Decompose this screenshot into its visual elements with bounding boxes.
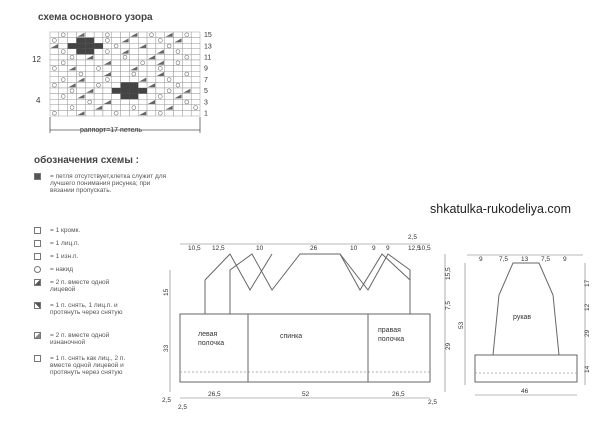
grid-cell: [50, 32, 59, 38]
sleeve-right-dim-1: 17: [584, 279, 591, 287]
grid-cell: [147, 38, 156, 44]
body-top-dim: 9: [386, 245, 390, 252]
chart-left-label-12: 12: [32, 55, 41, 64]
grid-cell: [129, 77, 138, 83]
legend-text: = 2 п. вместе одной изнаночной: [50, 332, 110, 346]
body-top-dim: 10,5: [188, 245, 201, 252]
grid-cell-dark: [85, 43, 94, 49]
grid-cell: [50, 71, 59, 77]
right-front-line2: полочка: [378, 336, 405, 343]
body-outline: [180, 254, 430, 382]
chart-right-label: 1: [204, 110, 208, 118]
grid-cell: [76, 82, 85, 88]
grid-cell: [76, 54, 85, 60]
grid-cell: [103, 88, 112, 94]
grid-cell: [129, 49, 138, 55]
grid-cell: [174, 43, 183, 49]
grid-cell: [85, 77, 94, 83]
grid-cell: [156, 43, 165, 49]
grid-cell: [112, 99, 121, 105]
grid-cell: [147, 105, 156, 111]
grid-cell: [59, 38, 68, 44]
grid-cell: [121, 43, 130, 49]
grid-cell-dark: [85, 49, 94, 55]
grid-cell: [138, 71, 147, 77]
grid-cell: [50, 77, 59, 83]
grid-cell-dark: [129, 82, 138, 88]
grid-cell: [94, 110, 103, 116]
grid-cell: [68, 77, 77, 83]
grid-cell: [76, 105, 85, 111]
sleeve-bottom-dim: 46: [521, 388, 529, 395]
body-right-dim-3: 29: [445, 342, 452, 350]
grid-cell: [94, 38, 103, 44]
grid-cell: [147, 66, 156, 72]
left-front-line1: левая: [198, 331, 218, 338]
left-front-label: [198, 331, 224, 347]
grid-cell: [112, 38, 121, 44]
legend-text: = 1 изн.п.: [50, 253, 79, 260]
grid-cell: [182, 60, 191, 66]
sleeve-top-dim: 7,5: [499, 256, 509, 263]
grid-cell: [94, 77, 103, 83]
chart-grid: [50, 32, 200, 116]
body-bottom-dim-3: 26,5: [392, 391, 405, 398]
grid-cell: [182, 110, 191, 116]
grid-cell: [182, 49, 191, 55]
sleeve-right-dim-4: 14: [584, 365, 591, 373]
chart-right-label: 9: [204, 65, 208, 73]
legend-text: = петля отсутствует,клетка служит для лучшего понимания рисунка; при вязании пропускать.: [50, 173, 167, 194]
body-top-dim: 10: [350, 245, 358, 252]
grid-cell: [85, 94, 94, 100]
legend-heading: обозначения схемы :: [34, 155, 139, 166]
grid-cell: [156, 77, 165, 83]
grid-cell-dark: [138, 88, 147, 94]
grid-cell: [121, 60, 130, 66]
sleeve-schematic: [455, 245, 595, 415]
grid-cell: [112, 54, 121, 60]
grid-cell: [147, 77, 156, 83]
grid-cell: [112, 32, 121, 38]
grid-cell: [156, 54, 165, 60]
grid-cell: [182, 43, 191, 49]
grid-cell: [94, 71, 103, 77]
grid-cell: [112, 82, 121, 88]
grid-cell: [85, 82, 94, 88]
grid-cell: [182, 38, 191, 44]
grid-cell: [191, 66, 200, 72]
chart-right-label: 13: [204, 43, 212, 51]
grid-cell: [68, 32, 77, 38]
body-left-dim-2: 33: [163, 344, 170, 352]
grid-cell: [68, 110, 77, 116]
grid-cell: [129, 54, 138, 60]
grid-cell: [59, 88, 68, 94]
grid-cell: [103, 105, 112, 111]
grid-cell: [121, 66, 130, 72]
grid-cell: [50, 99, 59, 105]
grid-cell: [76, 66, 85, 72]
legend-text: = 1 лиц.п.: [50, 240, 80, 247]
body-schematic: [160, 232, 455, 417]
chart-title: схема основного узора: [38, 12, 153, 23]
grid-cell: [191, 32, 200, 38]
grid-cell: [68, 60, 77, 66]
sleeve-top-dim: 7,5: [541, 256, 551, 263]
grid-cell: [85, 71, 94, 77]
grid-cell: [85, 105, 94, 111]
circle-icon: [34, 266, 41, 273]
grid-cell: [147, 88, 156, 94]
grid-cell: [147, 43, 156, 49]
grid-cell: [129, 38, 138, 44]
body-left-dim-1: 15: [163, 288, 170, 296]
grid-cell: [50, 105, 59, 111]
grid-cell: [191, 99, 200, 105]
body-left-dim-3: 2,5: [162, 397, 172, 404]
grid-cell: [138, 94, 147, 100]
grid-cell: [103, 94, 112, 100]
grid-cell: [112, 94, 121, 100]
grid-cell: [191, 94, 200, 100]
grid-cell: [68, 71, 77, 77]
grid-cell: [182, 105, 191, 111]
grid-cell: [191, 82, 200, 88]
legend-text: = 1 п. снять, 1 лиц.п. и протянуть через снятую: [50, 302, 123, 316]
grid-cell: [165, 60, 174, 66]
sleeve-left-dim: 53: [458, 321, 465, 329]
grid-cell: [165, 54, 174, 60]
grid-cell: [147, 60, 156, 66]
left-front-line2: полочка: [198, 340, 225, 347]
sleeve-top-dimensions: [479, 256, 567, 263]
legend-text: = 2 п. вместе одной лицевой: [50, 279, 110, 293]
grid-cell: [165, 99, 174, 105]
body-top-dimensions: [188, 245, 431, 252]
p2tog-icon: [34, 332, 41, 339]
grid-cell: [103, 110, 112, 116]
k2tog-icon: [34, 279, 41, 286]
grid-cell: [103, 54, 112, 60]
grid-cell: [112, 105, 121, 111]
grid-cell-dark: [94, 43, 103, 49]
grid-cell: [112, 49, 121, 55]
grid-cell: [147, 94, 156, 100]
grid-cell: [59, 66, 68, 72]
back-label: спинка: [280, 333, 303, 340]
grid-cell: [76, 60, 85, 66]
watermark: shkatulka-rukodeliya.com: [430, 202, 572, 216]
grid-cell: [174, 110, 183, 116]
grid-cell: [191, 71, 200, 77]
chart-right-label: 5: [204, 88, 208, 96]
grid-cell: [103, 43, 112, 49]
grid-cell: [121, 110, 130, 116]
pattern-chart: [28, 30, 228, 140]
grid-cell: [50, 88, 59, 94]
legend-text: = 1 п. снять как лиц., 2 п. вместе одной лицевой и протянуть через снятую: [50, 355, 126, 376]
grid-cell: [182, 94, 191, 100]
grid-cell-dark: [121, 88, 130, 94]
grid-cell: [165, 82, 174, 88]
grid-cell: [191, 38, 200, 44]
right-shoulder: [340, 254, 410, 314]
grid-cell: [121, 71, 130, 77]
grid-cell: [94, 49, 103, 55]
sleeve-right-dim-2: 12: [584, 303, 591, 311]
grid-cell: [103, 66, 112, 72]
grid-cell: [147, 71, 156, 77]
grid-cell: [76, 99, 85, 105]
grid-cell: [182, 82, 191, 88]
grid-cell: [59, 99, 68, 105]
grid-cell: [147, 110, 156, 116]
grid-cell: [68, 99, 77, 105]
grid-cell: [50, 49, 59, 55]
grid-cell: [191, 88, 200, 94]
grid-cell: [165, 66, 174, 72]
grid-cell: [174, 105, 183, 111]
legend-text: = 1 кромк.: [50, 227, 81, 234]
grid-cell: [94, 88, 103, 94]
body-bottom-dim-2: 52: [302, 391, 310, 398]
sleeve-top-dim: 9: [479, 256, 483, 263]
grid-cell: [121, 77, 130, 83]
grid-cell: [59, 43, 68, 49]
body-top-dim: 12,5: [212, 245, 225, 252]
grid-cell: [68, 49, 77, 55]
grid-cell-dark: [121, 94, 130, 100]
body-right-dim-2: 7,5: [445, 300, 452, 310]
grid-cell-dark: [129, 94, 138, 100]
grid-cell: [85, 32, 94, 38]
body-top-extra: 2,5: [408, 234, 418, 241]
repeat-label: раппорт=17 петель: [80, 127, 142, 134]
grid-cell: [94, 60, 103, 66]
sleeve-outline: [475, 263, 577, 382]
grid-cell: [156, 88, 165, 94]
grid-cell: [112, 77, 121, 83]
grid-cell: [59, 82, 68, 88]
body-top-dim: 10: [256, 245, 264, 252]
grid-cell-dark: [121, 82, 130, 88]
grid-cell: [59, 71, 68, 77]
chart-right-label: 15: [204, 32, 212, 40]
grid-cell: [165, 49, 174, 55]
grid-cell: [94, 94, 103, 100]
grid-cell: [165, 110, 174, 116]
grid-cell: [191, 43, 200, 49]
grid-cell: [138, 38, 147, 44]
grid-cell: [138, 99, 147, 105]
grid-cell: [191, 110, 200, 116]
sleeve-label: рукав: [513, 314, 532, 321]
body-bottom-edge: 2,5: [178, 404, 188, 411]
grid-cell: [103, 82, 112, 88]
chart-right-label: 3: [204, 99, 208, 107]
chart-right-label: 7: [204, 76, 208, 84]
grid-cell: [156, 32, 165, 38]
grid-cell: [165, 38, 174, 44]
body-top-dim: 26: [310, 245, 318, 252]
grid-cell: [129, 60, 138, 66]
grid-cell: [121, 32, 130, 38]
grid-cell: [191, 60, 200, 66]
grid-cell: [129, 99, 138, 105]
grid-cell: [94, 99, 103, 105]
grid-cell: [165, 94, 174, 100]
grid-cell: [174, 77, 183, 83]
grid-cell: [50, 60, 59, 66]
body-right-dim-4: 2,5: [428, 399, 438, 406]
grid-cell: [138, 54, 147, 60]
grid-cell: [191, 49, 200, 55]
sleeve-right-dim-3: 29: [584, 329, 591, 337]
grid-cell: [174, 54, 183, 60]
grid-cell: [191, 54, 200, 60]
dark-square-icon: [34, 173, 41, 180]
body-bottom-dim-1: 26,5: [208, 391, 221, 398]
grid-cell-dark: [68, 43, 77, 49]
legend-text: = накид: [50, 266, 74, 273]
grid-cell: [112, 71, 121, 77]
grid-cell: [156, 99, 165, 105]
right-front-line1: правая: [378, 327, 401, 334]
grid-cell: [121, 105, 130, 111]
grid-cell: [138, 105, 147, 111]
grid-cell: [156, 105, 165, 111]
grid-cell-dark: [76, 43, 85, 49]
grid-cell: [174, 99, 183, 105]
body-top-dim: 9: [372, 245, 376, 252]
sk2p-icon: [34, 355, 41, 362]
grid-cell: [94, 32, 103, 38]
grid-cell: [112, 60, 121, 66]
grid-cell: [174, 88, 183, 94]
grid-cell-dark: [129, 88, 138, 94]
grid-cell: [138, 32, 147, 38]
grid-cell: [147, 49, 156, 55]
purl-dash-icon: [34, 240, 41, 247]
grid-cell: [174, 71, 183, 77]
sleeve-top-dim: 13: [521, 256, 529, 263]
body-top-dim: 12,5: [408, 245, 421, 252]
grid-cell: [85, 110, 94, 116]
grid-cell: [94, 54, 103, 60]
grid-cell: [156, 82, 165, 88]
grid-cell: [68, 38, 77, 44]
grid-cell: [138, 82, 147, 88]
yarn-over-icon: [34, 253, 41, 260]
grid-cell: [174, 32, 183, 38]
grid-cell: [182, 66, 191, 72]
grid-cell: [50, 94, 59, 100]
grid-cell: [50, 54, 59, 60]
skp-icon: [34, 302, 41, 309]
grid-cell: [121, 99, 130, 105]
grid-cell: [129, 110, 138, 116]
grid-cell: [59, 54, 68, 60]
grid-cell: [68, 94, 77, 100]
grid-cell: [85, 66, 94, 72]
right-front-label: [378, 327, 404, 343]
grid-cell: [191, 77, 200, 83]
grid-cell: [129, 43, 138, 49]
chart-right-label: 11: [204, 54, 212, 62]
body-right-dim-1: 15,5: [445, 267, 452, 280]
edge-stitch-icon: [34, 227, 41, 234]
grid-cell: [165, 71, 174, 77]
chart-right-labels: [204, 32, 212, 117]
grid-cell: [76, 88, 85, 94]
grid-cell: [112, 66, 121, 72]
grid-cell-dark: [76, 49, 85, 55]
grid-cell: [59, 110, 68, 116]
chart-left-label-4: 4: [36, 96, 41, 105]
grid-cell: [138, 66, 147, 72]
grid-cell-dark: [112, 88, 121, 94]
sleeve-top-dim: 9: [563, 256, 567, 263]
grid-cell: [174, 66, 183, 72]
grid-cell: [85, 60, 94, 66]
grid-cell: [138, 49, 147, 55]
grid-cell: [182, 77, 191, 83]
body-top-dim: 10,5: [418, 245, 431, 252]
grid-cell-dark: [76, 38, 85, 44]
grid-cell: [59, 105, 68, 111]
grid-cell-dark: [85, 38, 94, 44]
